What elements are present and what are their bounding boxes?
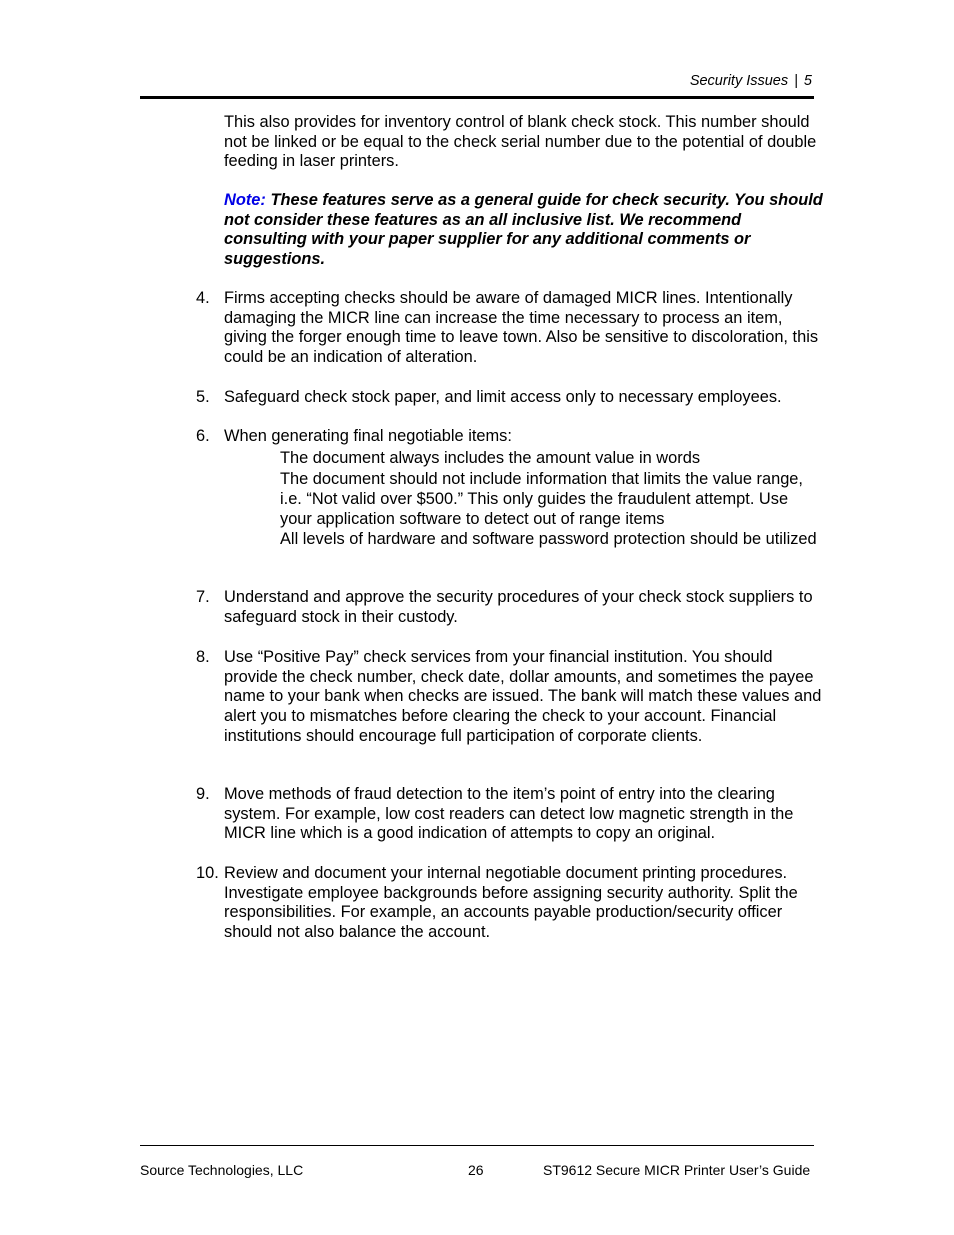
list-item-text: Move methods of fraud detection to the item’s point of entry into the clearing system. For example, low cost readers can detect low magnetic strength in the MICR line which is a good indication of attempts to copy an original.	[224, 785, 794, 843]
list-item-number: 4.	[196, 289, 210, 307]
list-item-text: Safeguard check stock paper, and limit access only to necessary employees.	[224, 388, 782, 406]
note-block	[224, 191, 824, 270]
list-item-number: 6.	[196, 427, 210, 445]
list-item	[196, 427, 824, 447]
footer-company: Source Technologies, LLC	[140, 1162, 304, 1178]
list-item	[196, 388, 824, 408]
list-item	[196, 289, 824, 368]
note-label: Note:	[224, 191, 266, 209]
sub-list-item: The document should not include information that limits the value range, i.e. “Not valid over $500.” This only guides the fraudulent attempt. Use your application software to detect out of range items	[280, 470, 803, 528]
list-item-number: 10.	[196, 864, 219, 882]
list-item	[196, 785, 824, 844]
list-item	[196, 648, 824, 747]
list-item-text: Review and document your internal negotiable document printing procedures. Investigate employee backgrounds before assigning security authority. Split the responsibilities. For example, an accounts payable production/security officer should not also balance the account.	[224, 864, 798, 942]
header-separator: |	[794, 73, 798, 89]
running-header	[690, 72, 812, 90]
list-item-number: 5.	[196, 388, 210, 406]
list-item-number: 9.	[196, 785, 210, 803]
list-item-number: 7.	[196, 588, 210, 606]
header-page-number: 5	[803, 73, 812, 89]
list-item-number: 8.	[196, 648, 210, 666]
footer-page-number: 26	[468, 1162, 484, 1178]
sub-list-item: All levels of hardware and software password protection should be utilized	[280, 530, 817, 548]
header-rule	[140, 96, 814, 99]
list-item	[196, 864, 824, 943]
list-item-text: When generating final negotiable items:	[224, 427, 512, 445]
sub-list-item: The document always includes the amount value in words	[280, 449, 701, 467]
list-item	[196, 588, 824, 627]
footer-rule	[140, 1145, 814, 1146]
list-item-text: Use “Positive Pay” check services from your financial institution. You should provide the check number, check date, dollar amounts, and sometimes the payee name to your bank when checks are issued. The bank will match these values and alert you to mismatches before clearing the check to your account. Financial institutions should encourage full participation of corporate clients.	[224, 648, 822, 745]
intro-paragraph: This also provides for inventory control of blank check stock. This number should not be linked or be equal to the check serial number due to the potential of double feeding in laser printers.	[224, 113, 817, 171]
list-item-text: Understand and approve the security procedures of your check stock suppliers to safeguard stock in their custody.	[224, 588, 813, 626]
footer-guide-title: ST9612 Secure MICR Printer User’s Guide	[543, 1162, 811, 1178]
list-item-text: Firms accepting checks should be aware of damaged MICR lines. Intentionally damaging the MICR line can increase the time necessary to process an item, giving the forger enough time to leave town. Also be sensitive to discoloration, this could be an indication of alteration.	[224, 289, 819, 367]
header-section-title: Security Issues	[689, 73, 789, 89]
note-text: These features serve as a general guide for check security. You should not consider these features as an all inclusive list. We recommend consulting with your paper supplier for any additional comments or suggestions.	[224, 191, 823, 269]
